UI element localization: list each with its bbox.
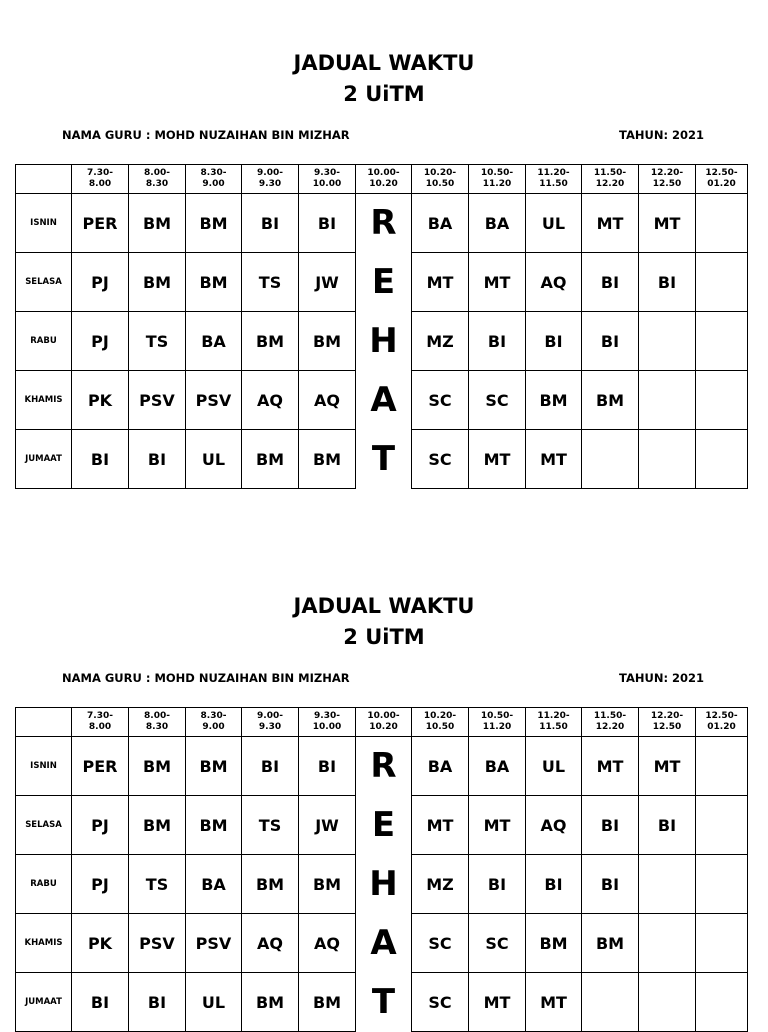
subject-cell: BA bbox=[469, 737, 526, 796]
time-slot-start: 12.20-12.50 bbox=[650, 168, 684, 189]
subject-cell: SC bbox=[412, 973, 469, 1032]
time-slot-start: 8.30- bbox=[200, 168, 227, 178]
table-row bbox=[16, 371, 748, 430]
time-slot-header bbox=[186, 708, 242, 737]
time-slot-end: 10.20 bbox=[369, 722, 398, 732]
subject-cell: PSV bbox=[129, 914, 186, 973]
subject-cell: AQ bbox=[299, 914, 356, 973]
subject-cell: TS bbox=[242, 796, 299, 855]
time-slot-header bbox=[356, 165, 412, 194]
time-slot-start: 12.50- bbox=[705, 168, 738, 178]
subject-cell: PK bbox=[72, 371, 129, 430]
day-label: RABU bbox=[16, 312, 72, 371]
time-slot-start: 10.20- bbox=[423, 711, 457, 721]
subject-cell: MT bbox=[639, 737, 696, 796]
subject-cell: UL bbox=[186, 973, 242, 1032]
time-slot-header bbox=[639, 165, 696, 194]
subject-cell: MT bbox=[582, 194, 639, 253]
time-slot-header bbox=[186, 165, 242, 194]
subject-cell: BA bbox=[186, 855, 242, 914]
subject-cell: MZ bbox=[412, 855, 469, 914]
time-slot-end: 10.50 bbox=[425, 179, 455, 189]
subject-cell: TS bbox=[129, 312, 186, 371]
subject-cell: BM bbox=[582, 371, 639, 430]
time-slot-header bbox=[129, 708, 186, 737]
subject-cell: BI bbox=[582, 312, 639, 371]
subject-cell: TS bbox=[129, 855, 186, 914]
time-slot-start: 9.00- bbox=[257, 711, 283, 721]
subject-cell: BM bbox=[242, 855, 299, 914]
time-slot-start: 9.30- bbox=[314, 711, 340, 721]
break-letter: A bbox=[356, 371, 412, 430]
time-slot-end: 9.00 bbox=[202, 179, 225, 189]
subject-cell: PSV bbox=[129, 371, 186, 430]
subject-cell: BM bbox=[129, 253, 186, 312]
time-slot-end: 9.00 bbox=[202, 722, 225, 732]
subject-cell: BM bbox=[186, 253, 242, 312]
time-slot-end: 11.50 bbox=[539, 179, 568, 189]
subject-cell: BI bbox=[129, 973, 186, 1032]
teacher-name: NAMA GURU : MOHD NUZAIHAN BIN MIZHAR bbox=[62, 128, 350, 142]
time-slot-end: 9.30 bbox=[258, 179, 282, 189]
subject-cell: SC bbox=[412, 914, 469, 973]
time-slot-start: 11.50- bbox=[593, 168, 627, 178]
subject-cell: PSV bbox=[186, 914, 242, 973]
time-slot-end: 12.20 bbox=[595, 179, 625, 189]
subject-cell: PER bbox=[72, 194, 129, 253]
class-name: 2 UiTM bbox=[343, 82, 425, 106]
subject-cell: BA bbox=[412, 194, 469, 253]
subject-cell: AQ bbox=[526, 253, 582, 312]
time-slot-end: 11.20 bbox=[482, 179, 512, 189]
break-letter: E bbox=[356, 253, 412, 312]
subject-cell: AQ bbox=[299, 371, 356, 430]
header-corner-cell bbox=[16, 708, 72, 737]
day-label: KHAMIS bbox=[16, 371, 72, 430]
time-slot-header bbox=[412, 165, 469, 194]
subject-cell: BA bbox=[186, 312, 242, 371]
header-corner-cell bbox=[16, 165, 72, 194]
time-slot-start: 10.20- bbox=[423, 168, 457, 178]
subject-cell: UL bbox=[186, 430, 242, 489]
subject-cell: BI bbox=[526, 855, 582, 914]
time-slot-header bbox=[469, 708, 526, 737]
table-row bbox=[16, 973, 748, 1032]
time-slot-end: 9.30 bbox=[258, 722, 282, 732]
table-row bbox=[16, 737, 748, 796]
subject-cell: MT bbox=[639, 194, 696, 253]
subject-cell: SC bbox=[412, 430, 469, 489]
subject-cell: BM bbox=[242, 973, 299, 1032]
subject-cell: BI bbox=[639, 253, 696, 312]
subject-cell: PJ bbox=[72, 312, 129, 371]
subject-cell bbox=[696, 253, 748, 312]
subject-cell: BM bbox=[129, 194, 186, 253]
subject-cell: MT bbox=[582, 737, 639, 796]
subject-cell: BM bbox=[299, 855, 356, 914]
subject-cell: BI bbox=[242, 194, 299, 253]
time-slot-end: 01.20 bbox=[707, 179, 736, 189]
time-slot-start: 7.30- bbox=[87, 711, 113, 721]
page-title: JADUAL WAKTU bbox=[293, 594, 475, 618]
subject-cell bbox=[696, 914, 748, 973]
subject-cell: BM bbox=[526, 914, 582, 973]
time-slot-header bbox=[639, 708, 696, 737]
time-slot-header bbox=[299, 708, 356, 737]
subject-cell bbox=[639, 855, 696, 914]
subject-cell: BM bbox=[299, 430, 356, 489]
table-row bbox=[16, 430, 748, 489]
subject-cell: BI bbox=[72, 973, 129, 1032]
time-slot-header bbox=[72, 165, 129, 194]
subject-cell bbox=[696, 855, 748, 914]
time-slot-start: 11.20- bbox=[537, 168, 570, 178]
time-slot-end: 10.00 bbox=[312, 179, 342, 189]
year-label: TAHUN: 2021 bbox=[619, 671, 705, 685]
page-title: JADUAL WAKTU bbox=[293, 51, 475, 75]
time-slot-header bbox=[582, 708, 639, 737]
subject-cell bbox=[582, 430, 639, 489]
subject-cell: BM bbox=[299, 973, 356, 1032]
subject-cell: BI bbox=[299, 194, 356, 253]
time-slot-header bbox=[696, 165, 748, 194]
break-letter: R bbox=[356, 194, 412, 253]
day-label: JUMAAT bbox=[16, 973, 72, 1032]
subject-cell bbox=[639, 973, 696, 1032]
table-row bbox=[16, 855, 748, 914]
subject-cell: BM bbox=[186, 194, 242, 253]
subject-cell bbox=[696, 371, 748, 430]
time-slot-start: 8.00- bbox=[144, 711, 170, 721]
time-slot-start: 10.00- bbox=[367, 168, 400, 178]
day-label: SELASA bbox=[16, 796, 72, 855]
time-slot-start: 7.30- bbox=[87, 168, 113, 178]
time-slot-end: 10.00 bbox=[312, 722, 342, 732]
day-label: RABU bbox=[16, 855, 72, 914]
subject-cell: MT bbox=[526, 973, 582, 1032]
time-slot-header bbox=[72, 708, 129, 737]
subject-cell bbox=[696, 194, 748, 253]
subject-cell bbox=[696, 973, 748, 1032]
break-letter: A bbox=[356, 914, 412, 973]
time-slot-start: 11.50- bbox=[593, 711, 627, 721]
subject-cell: PER bbox=[72, 737, 129, 796]
subject-cell: BM bbox=[526, 371, 582, 430]
subject-cell: BM bbox=[242, 430, 299, 489]
day-label: KHAMIS bbox=[16, 914, 72, 973]
subject-cell: BM bbox=[242, 312, 299, 371]
time-slot-start: 11.20- bbox=[537, 711, 570, 721]
subject-cell: BI bbox=[639, 796, 696, 855]
subject-cell: BM bbox=[186, 737, 242, 796]
subject-cell: PJ bbox=[72, 253, 129, 312]
time-slot-header bbox=[526, 165, 582, 194]
time-slot-end: 11.20 bbox=[482, 722, 512, 732]
subject-cell: PK bbox=[72, 914, 129, 973]
time-slot-end: 01.20 bbox=[707, 722, 736, 732]
subject-cell: MT bbox=[412, 253, 469, 312]
subject-cell: MZ bbox=[412, 312, 469, 371]
time-slot-end: 8.30 bbox=[145, 722, 169, 732]
subject-cell: JW bbox=[299, 796, 356, 855]
subject-cell: BM bbox=[299, 312, 356, 371]
break-letter: R bbox=[356, 737, 412, 796]
time-slot-end: 8.30 bbox=[145, 179, 169, 189]
class-name: 2 UiTM bbox=[343, 625, 425, 649]
subject-cell: MT bbox=[469, 973, 526, 1032]
day-label: ISNIN bbox=[16, 737, 72, 796]
time-slot-start: 8.00- bbox=[144, 168, 170, 178]
subject-cell: SC bbox=[412, 371, 469, 430]
subject-cell: BI bbox=[582, 796, 639, 855]
table-row bbox=[16, 194, 748, 253]
subject-cell: BI bbox=[469, 855, 526, 914]
break-letter: T bbox=[356, 430, 412, 489]
subject-cell: TS bbox=[242, 253, 299, 312]
subject-cell: JW bbox=[299, 253, 356, 312]
subject-cell: MT bbox=[469, 796, 526, 855]
subject-cell: UL bbox=[526, 194, 582, 253]
time-slot-header bbox=[242, 165, 299, 194]
subject-cell: BI bbox=[526, 312, 582, 371]
time-slot-end: 12.20 bbox=[595, 722, 625, 732]
time-slot-header bbox=[469, 165, 526, 194]
time-slot-header bbox=[696, 708, 748, 737]
subject-cell bbox=[696, 430, 748, 489]
day-label: SELASA bbox=[16, 253, 72, 312]
time-slot-header bbox=[299, 165, 356, 194]
subject-cell: BI bbox=[72, 430, 129, 489]
subject-cell bbox=[639, 312, 696, 371]
table-row bbox=[16, 914, 748, 973]
subject-cell: BM bbox=[129, 737, 186, 796]
time-slot-end: 8.00 bbox=[88, 179, 112, 189]
subject-cell: BI bbox=[242, 737, 299, 796]
subject-cell bbox=[696, 796, 748, 855]
subject-cell: MT bbox=[526, 430, 582, 489]
timetable-table bbox=[15, 164, 748, 489]
subject-cell: BI bbox=[299, 737, 356, 796]
subject-cell: SC bbox=[469, 914, 526, 973]
table-row bbox=[16, 312, 748, 371]
teacher-name: NAMA GURU : MOHD NUZAIHAN BIN MIZHAR bbox=[62, 671, 350, 685]
time-slot-start: 10.50- bbox=[480, 711, 514, 721]
subject-cell: UL bbox=[526, 737, 582, 796]
time-slot-start: 9.00- bbox=[257, 168, 283, 178]
time-slot-end: 10.20 bbox=[369, 179, 398, 189]
subject-cell: AQ bbox=[242, 371, 299, 430]
subject-cell: BI bbox=[582, 253, 639, 312]
day-label: ISNIN bbox=[16, 194, 72, 253]
subject-cell: MT bbox=[469, 253, 526, 312]
time-slot-start: 12.50- bbox=[705, 711, 738, 721]
subject-cell: MT bbox=[469, 430, 526, 489]
time-slot-header bbox=[412, 708, 469, 737]
subject-cell: AQ bbox=[242, 914, 299, 973]
subject-cell bbox=[696, 312, 748, 371]
time-slot-end: 10.50 bbox=[425, 722, 455, 732]
subject-cell: BI bbox=[582, 855, 639, 914]
year-label: TAHUN: 2021 bbox=[619, 128, 705, 142]
subject-cell bbox=[639, 914, 696, 973]
table-row bbox=[16, 796, 748, 855]
day-label: JUMAAT bbox=[16, 430, 72, 489]
subject-cell: BA bbox=[412, 737, 469, 796]
time-slot-end: 8.00 bbox=[88, 722, 112, 732]
subject-cell: BM bbox=[186, 796, 242, 855]
time-slot-start: 12.20-12.50 bbox=[650, 711, 684, 732]
time-slot-start: 9.30- bbox=[314, 168, 340, 178]
break-letter: E bbox=[356, 796, 412, 855]
subject-cell: BI bbox=[129, 430, 186, 489]
time-slot-header bbox=[356, 708, 412, 737]
table-row bbox=[16, 253, 748, 312]
time-slot-end: 11.50 bbox=[539, 722, 568, 732]
subject-cell bbox=[582, 973, 639, 1032]
subject-cell: MT bbox=[412, 796, 469, 855]
break-letter: H bbox=[356, 855, 412, 914]
subject-cell: PJ bbox=[72, 796, 129, 855]
subject-cell: PJ bbox=[72, 855, 129, 914]
subject-cell: SC bbox=[469, 371, 526, 430]
subject-cell: BM bbox=[129, 796, 186, 855]
subject-cell: BM bbox=[582, 914, 639, 973]
subject-cell: PSV bbox=[186, 371, 242, 430]
subject-cell bbox=[639, 371, 696, 430]
timetable-table bbox=[15, 707, 748, 1032]
subject-cell: BA bbox=[469, 194, 526, 253]
time-slot-start: 10.50- bbox=[480, 168, 514, 178]
time-slot-header bbox=[582, 165, 639, 194]
time-slot-header bbox=[129, 165, 186, 194]
break-letter: H bbox=[356, 312, 412, 371]
subject-cell: AQ bbox=[526, 796, 582, 855]
subject-cell bbox=[696, 737, 748, 796]
time-slot-start: 8.30- bbox=[200, 711, 227, 721]
subject-cell bbox=[639, 430, 696, 489]
break-letter: T bbox=[356, 973, 412, 1032]
time-slot-header bbox=[242, 708, 299, 737]
time-slot-header bbox=[526, 708, 582, 737]
subject-cell: BI bbox=[469, 312, 526, 371]
time-slot-start: 10.00- bbox=[367, 711, 400, 721]
